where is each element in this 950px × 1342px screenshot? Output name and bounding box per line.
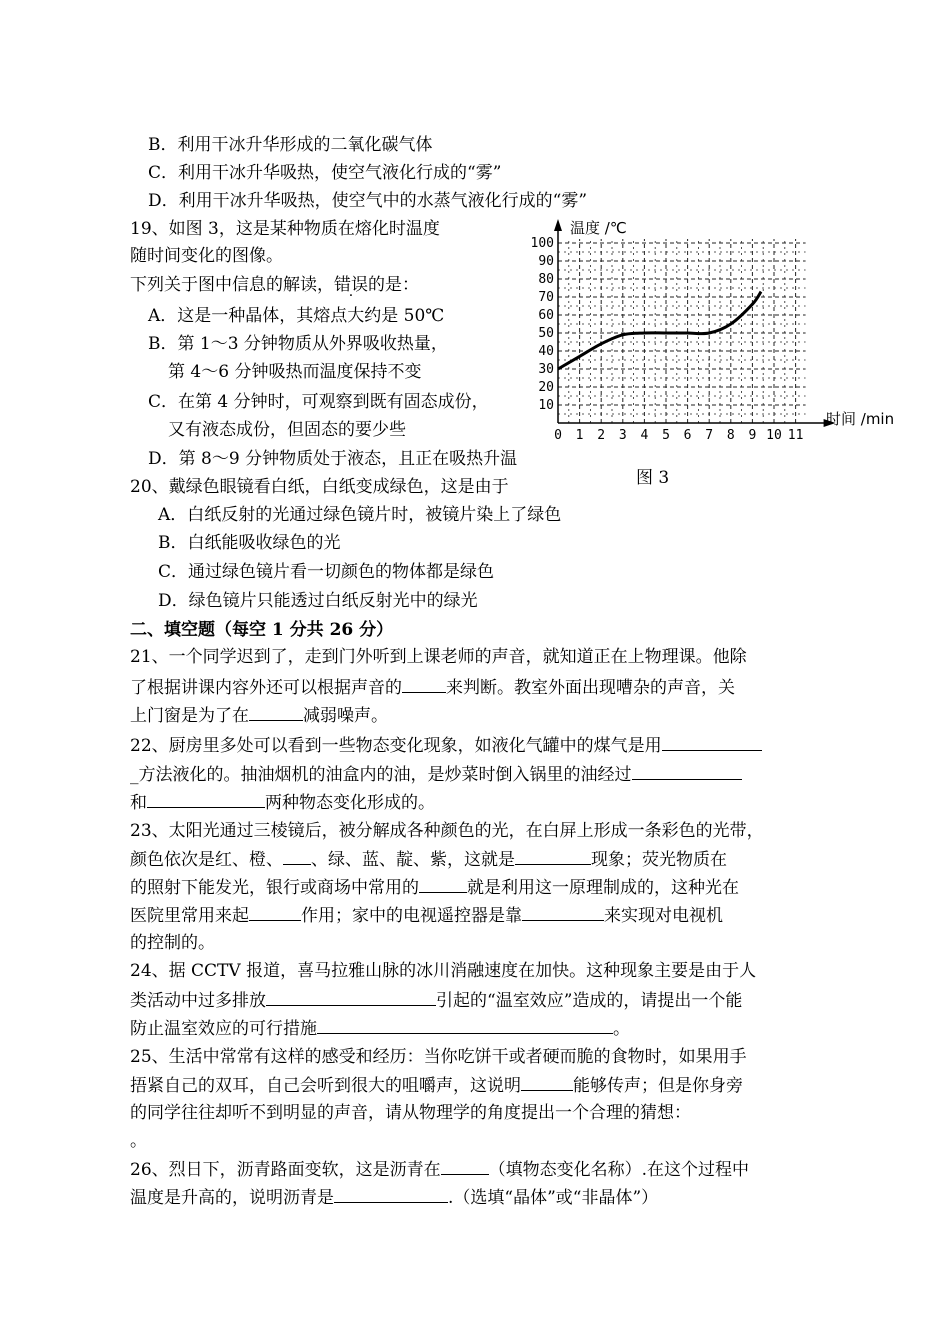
q25-text: 能够传声；但是你身旁 (573, 1076, 743, 1096)
q25-line2 (130, 1074, 743, 1097)
q20-stem: 20、戴绿色眼镜看白纸，白纸变成绿色，这是由于 (130, 477, 509, 497)
q21-text: 上门窗是为了在 (130, 706, 249, 726)
q21-text: 来判断。教室外面出现嘈杂的声音，关 (446, 678, 735, 698)
q19-option-a: A．这是一种晶体，其熔点大约是 50℃ (148, 306, 445, 326)
q20-option-b: B．白纸能吸收绿色的光 (158, 533, 341, 553)
q19-stem-part1: 下列关于图中信息的解读， (130, 275, 334, 295)
q22-text: _方法液化的。抽油烟机的油盒内的油，是炒菜时倒入锅里的油经过 (130, 765, 632, 785)
q19-stem-line1: 19、如图 3，这是某种物质在熔化时温度 (130, 219, 440, 239)
q22-line2 (130, 763, 742, 786)
q23-text: 作用；家中的电视遥控器是靠 (301, 906, 522, 926)
x-tick-label: 2 (597, 428, 606, 443)
q21-blank-1[interactable] (402, 676, 446, 693)
q26-blank-1[interactable] (441, 1158, 489, 1175)
x-tick-label: 1 (575, 428, 584, 443)
y-tick-label: 20 (538, 380, 554, 395)
q19-option-b-line1: B．第 1～3 分钟物质从外界吸收热量， (148, 334, 448, 354)
q23-text: 医院里常用来起 (130, 906, 249, 926)
q25-text: 捂紧自己的双耳，自己会听到很大的咀嚼声，这说明 (130, 1076, 521, 1096)
q21-text: 了根据讲课内容外还可以根据声音的 (130, 678, 402, 698)
y-tick-label: 100 (530, 236, 554, 251)
q20-option-a: A．白纸反射的光通过绿色镜片时，被镜片染上了绿色 (158, 505, 562, 525)
q23-line2 (130, 848, 727, 871)
q24-text: 。 (613, 1019, 630, 1039)
q21-line3 (130, 704, 388, 727)
x-tick-label: 4 (640, 428, 649, 443)
x-tick-label: 6 (683, 428, 692, 443)
x-tick-label: 10 (766, 428, 782, 443)
x-tick-label: 8 (726, 428, 735, 443)
chart-x-label: 时间 /min (826, 410, 895, 428)
q22-blank-1[interactable] (662, 734, 762, 751)
y-tick-label: 70 (538, 290, 554, 305)
q21-line1: 21、一个同学迟到了，走到门外听到上课老师的声音，就知道正在上物理课。他除 (130, 647, 747, 667)
q23-blank-1[interactable] (283, 848, 311, 865)
q24-line3 (130, 1017, 630, 1040)
q25-line4: 。 (130, 1131, 147, 1151)
y-tick-label: 30 (538, 362, 554, 377)
q26-text: 温度是升高的，说明沥青是 (130, 1188, 334, 1208)
y-tick-label: 10 (538, 398, 554, 413)
q24-line2 (130, 989, 742, 1012)
q23-blank-2[interactable] (515, 848, 591, 865)
q23-text: 现象；荧光物质在 (591, 850, 727, 870)
q26-text: .（选填“晶体”或“非晶体”） (448, 1188, 659, 1208)
q21-text: 减弱噪声。 (303, 706, 388, 726)
chart-y-label: 温度 /℃ (570, 219, 627, 237)
figure3-chart (518, 215, 928, 490)
chart-ticks (531, 236, 804, 443)
y-tick-label: 80 (538, 272, 554, 287)
q19-option-c-line1: C．在第 4 分钟时，可观察到既有固态成份， (148, 392, 489, 412)
section-title: 二、填空题（每空 1 分共 26 分） (130, 620, 394, 640)
q18-option-d: D．利用干冰升华吸热，使空气中的水蒸气液化行成的“雾” (148, 191, 588, 211)
y-tick-label: 40 (538, 344, 554, 359)
x-tick-label: 7 (705, 428, 714, 443)
x-tick-label: 3 (618, 428, 627, 443)
q19-stem-part3: 的是： (368, 275, 419, 295)
q23-text: 就是利用这一原理制成的，这种光在 (467, 878, 739, 898)
q26-text: 26、烈日下，沥青路面变软，这是沥青在 (130, 1160, 441, 1180)
q25-line3: 的同学往往却听不到明显的声音，请从物理学的角度提出一个合理的猜想： (130, 1103, 691, 1123)
x-tick-label: 5 (662, 428, 670, 443)
q22-text: 22、厨房里多处可以看到一些物态变化现象，如液化气罐中的煤气是用 (130, 736, 662, 756)
q23-blank-4[interactable] (249, 904, 301, 921)
q19-option-c-line2: 又有液态成份，但固态的要少些 (168, 420, 406, 440)
q26-line1 (130, 1158, 749, 1181)
q19-stem-line3 (130, 274, 419, 296)
y-tick-label: 90 (538, 254, 554, 269)
q24-blank-2[interactable] (317, 1017, 613, 1034)
q22-line1 (130, 734, 762, 757)
q24-text: 防止温室效应的可行措施 (130, 1019, 317, 1039)
y-tick-label: 50 (538, 326, 554, 341)
q23-line1: 23、太阳光通过三棱镜后，被分解成各种颜色的光，在白屏上形成一条彩色的光带， (130, 821, 764, 841)
q22-text: 两种物态变化形成的。 (265, 793, 435, 813)
y-tick-label: 60 (538, 308, 554, 323)
q25-blank-1[interactable] (521, 1074, 573, 1091)
q23-text: 的照射下能发光，银行或商场中常用的 (130, 878, 419, 898)
q26-line2 (130, 1186, 658, 1209)
q23-text: 来实现对电视机 (604, 906, 723, 926)
x-tick-label: 0 (554, 428, 562, 443)
q21-blank-2[interactable] (249, 704, 303, 721)
q23-line5: 的控制的。 (130, 933, 215, 953)
q26-blank-2[interactable] (334, 1186, 448, 1203)
q24-blank-1[interactable] (266, 989, 436, 1006)
q23-blank-3[interactable] (419, 876, 467, 893)
q23-blank-5[interactable] (522, 904, 604, 921)
q24-line1: 24、据 CCTV 报道，喜马拉雅山脉的冰川消融速度在加快。这种现象主要是由于人 (130, 961, 757, 981)
q21-line2 (130, 676, 735, 699)
chart-grid (558, 239, 806, 423)
figure-caption: 图 3 (636, 468, 670, 488)
q19-emphasis-wrong: 错误 (334, 275, 368, 295)
q23-text: 颜色依次是红、橙、 (130, 850, 283, 870)
q25-line1: 25、生活中常常有这样的感受和经历：当你吃饼干或者硬而脆的食物时，如果用手 (130, 1047, 747, 1067)
q23-text: 、绿、蓝、靛、紫，这就是 (311, 850, 515, 870)
q19-option-b-line2: 第 4～6 分钟吸热而温度保持不变 (168, 362, 422, 382)
q22-text: 和 (130, 793, 147, 813)
q18-option-c: C．利用干冰升华吸热，使空气液化行成的“雾” (148, 163, 502, 183)
x-tick-label: 11 (787, 428, 804, 443)
q22-blank-2[interactable] (632, 763, 742, 780)
q23-line4 (130, 904, 723, 927)
q26-text: （填物态变化名称）.在这个过程中 (488, 1160, 750, 1180)
x-tick-label: 9 (748, 428, 757, 443)
q22-blank-3[interactable] (147, 791, 265, 808)
q20-option-d: D．绿色镜片只能透过白纸反射光中的绿光 (158, 591, 478, 611)
q22-line3 (130, 791, 435, 814)
q19-stem-line2: 随时间变化的图像。 (130, 246, 283, 266)
q18-option-b: B．利用干冰升华形成的二氧化碳气体 (148, 135, 433, 155)
q23-line3 (130, 876, 739, 899)
q24-text: 类活动中过多排放 (130, 991, 266, 1011)
q19-option-d: D．第 8～9 分钟物质处于液态，且正在吸热升温 (148, 449, 518, 469)
q24-text: 引起的“温室效应”造成的，请提出一个能 (436, 991, 743, 1011)
y-axis-arrow-icon (554, 219, 562, 231)
q20-option-c: C．通过绿色镜片看一切颜色的物体都是绿色 (158, 562, 495, 582)
